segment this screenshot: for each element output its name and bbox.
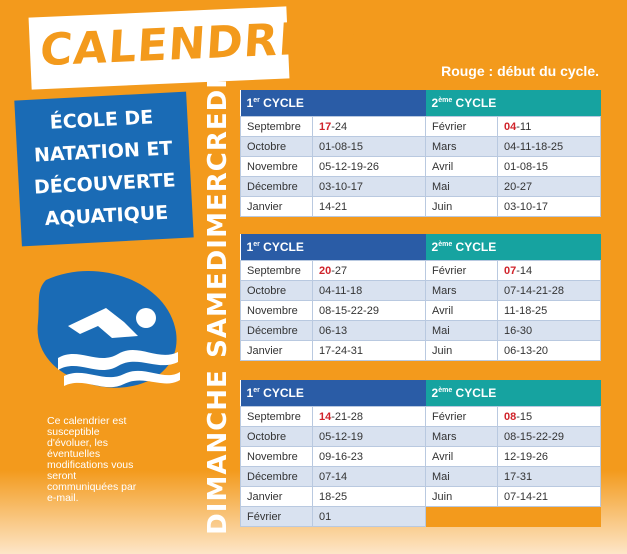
- month-cell: Novembre: [241, 157, 313, 177]
- table-row: [241, 177, 601, 197]
- month-cell: Février: [426, 117, 498, 137]
- month-cell: Mars: [426, 137, 498, 157]
- dates-cell: 08-15-22-29: [498, 427, 601, 447]
- dates-cell: 01-08-15: [313, 137, 426, 157]
- dates-cell: 16-30: [498, 321, 601, 341]
- dates-cell: 17-24: [313, 117, 426, 137]
- day-label-text: DIMANCHE: [203, 369, 233, 535]
- table-row: [241, 117, 601, 137]
- cycle2-header: 2ème CYCLE: [426, 380, 601, 407]
- legend-note: Rouge : début du cycle.: [441, 63, 599, 79]
- cycle-start-date: 07: [504, 264, 517, 277]
- schedule-table-mercredi: [240, 90, 601, 217]
- dates-cell: 03-10-17: [313, 177, 426, 197]
- month-cell: Mai: [426, 321, 498, 341]
- table-row: [241, 321, 601, 341]
- dates-cell: 08-15-22-29: [313, 301, 426, 321]
- month-cell: Mars: [426, 281, 498, 301]
- month-cell: Septembre: [241, 261, 313, 281]
- month-cell: Décembre: [241, 177, 313, 197]
- dates-cell: 20-27: [498, 177, 601, 197]
- schedule-table-samedi: [240, 234, 601, 361]
- month-cell: Juin: [426, 341, 498, 361]
- month-cell: Mars: [426, 427, 498, 447]
- month-cell: Octobre: [241, 281, 313, 301]
- dates-cell: 07-14-21: [498, 487, 601, 507]
- dates-cell: 09-16-23: [313, 447, 426, 467]
- month-cell: Octobre: [241, 137, 313, 157]
- dates-cell: 04-11: [498, 117, 601, 137]
- page-title: CALENDRIER: [38, 11, 364, 77]
- dates-cell: 14-21-28: [313, 407, 426, 427]
- table-row: [241, 281, 601, 301]
- dates-cell: 01: [313, 507, 426, 527]
- dates-cell: 03-10-17: [498, 197, 601, 217]
- dates-cell: 07-14-21-28: [498, 281, 601, 301]
- month-cell: Novembre: [241, 301, 313, 321]
- school-title-line: NATATION ET: [33, 137, 173, 167]
- cycle1-header: 1er CYCLE: [241, 90, 426, 117]
- dates-cell: 07-14: [498, 261, 601, 281]
- dates-cell: 04-11-18: [313, 281, 426, 301]
- month-cell: Novembre: [241, 447, 313, 467]
- dates-cell: 14-21: [313, 197, 426, 217]
- cycle2-header: 2ème CYCLE: [426, 90, 601, 117]
- dates-cell: 06-13-20: [498, 341, 601, 361]
- cycle1-header: 1er CYCLE: [241, 380, 426, 407]
- dates-cell: 04-11-18-25: [498, 137, 601, 157]
- cycle-start-date: 17: [319, 120, 332, 133]
- table-row: [241, 407, 601, 427]
- month-cell: Janvier: [241, 487, 313, 507]
- table-row: [241, 137, 601, 157]
- schedule-table-dimanche: [240, 380, 601, 527]
- table-row: [241, 467, 601, 487]
- month-cell: Janvier: [241, 341, 313, 361]
- month-cell: Février: [241, 507, 313, 527]
- month-cell: Septembre: [241, 407, 313, 427]
- dates-cell: 18-25: [313, 487, 426, 507]
- month-cell: Mai: [426, 467, 498, 487]
- dates-cell: 01-08-15: [498, 157, 601, 177]
- dates-cell: 17-31: [498, 467, 601, 487]
- cycle-start-date: 14: [319, 410, 332, 423]
- school-title-line: AQUATIQUE: [44, 201, 169, 231]
- month-cell: Juin: [426, 487, 498, 507]
- month-cell: Février: [426, 261, 498, 281]
- cycle-start-date: 20: [319, 264, 332, 277]
- dates-cell: 06-13: [313, 321, 426, 341]
- cycle-start-date: 08: [504, 410, 517, 423]
- dates-cell: 17-24-31: [313, 341, 426, 361]
- table-header-row: [241, 90, 601, 117]
- month-cell: Septembre: [241, 117, 313, 137]
- table-header-row: [241, 380, 601, 407]
- month-cell: Janvier: [241, 197, 313, 217]
- month-cell: Avril: [426, 447, 498, 467]
- month-cell: Juin: [426, 197, 498, 217]
- cycle1-header: 1er CYCLE: [241, 234, 426, 261]
- month-cell: Octobre: [241, 427, 313, 447]
- month-cell: Décembre: [241, 321, 313, 341]
- dates-cell: 07-14: [313, 467, 426, 487]
- table-row: [241, 157, 601, 177]
- school-title-line: ÉCOLE DE: [49, 106, 154, 134]
- dates-cell: 12-19-26: [498, 447, 601, 467]
- swimmer-icon: [28, 262, 188, 402]
- school-title-line: DÉCOUVERTE: [33, 169, 177, 199]
- table-row: [241, 447, 601, 467]
- empty-cell: [498, 507, 601, 527]
- table-header-row: [241, 234, 601, 261]
- day-label-text: MERCREDI: [203, 78, 233, 238]
- empty-cell: [426, 507, 498, 527]
- dates-cell: 11-18-25: [498, 301, 601, 321]
- dates-cell: 20-27: [313, 261, 426, 281]
- table-row: [241, 197, 601, 217]
- table-row: [241, 507, 601, 527]
- table-row: [241, 487, 601, 507]
- dates-cell: 05-12-19-26: [313, 157, 426, 177]
- cycle2-header: 2ème CYCLE: [426, 234, 601, 261]
- month-cell: Décembre: [241, 467, 313, 487]
- month-cell: Février: [426, 407, 498, 427]
- disclaimer-note: Ce calendrier est susceptible d'évoluer, les éventuelles modifications vous seront communiquées par e-mail.: [47, 415, 137, 504]
- dates-cell: 08-15: [498, 407, 601, 427]
- table-row: [241, 301, 601, 321]
- school-title: [15, 100, 193, 237]
- day-label-text: SAMEDI: [203, 238, 233, 358]
- month-cell: Avril: [426, 301, 498, 321]
- dates-cell: 05-12-19: [313, 427, 426, 447]
- cycle-start-date: 04: [504, 120, 517, 133]
- month-cell: Avril: [426, 157, 498, 177]
- table-row: [241, 341, 601, 361]
- month-cell: Mai: [426, 177, 498, 197]
- table-row: [241, 427, 601, 447]
- table-row: [241, 261, 601, 281]
